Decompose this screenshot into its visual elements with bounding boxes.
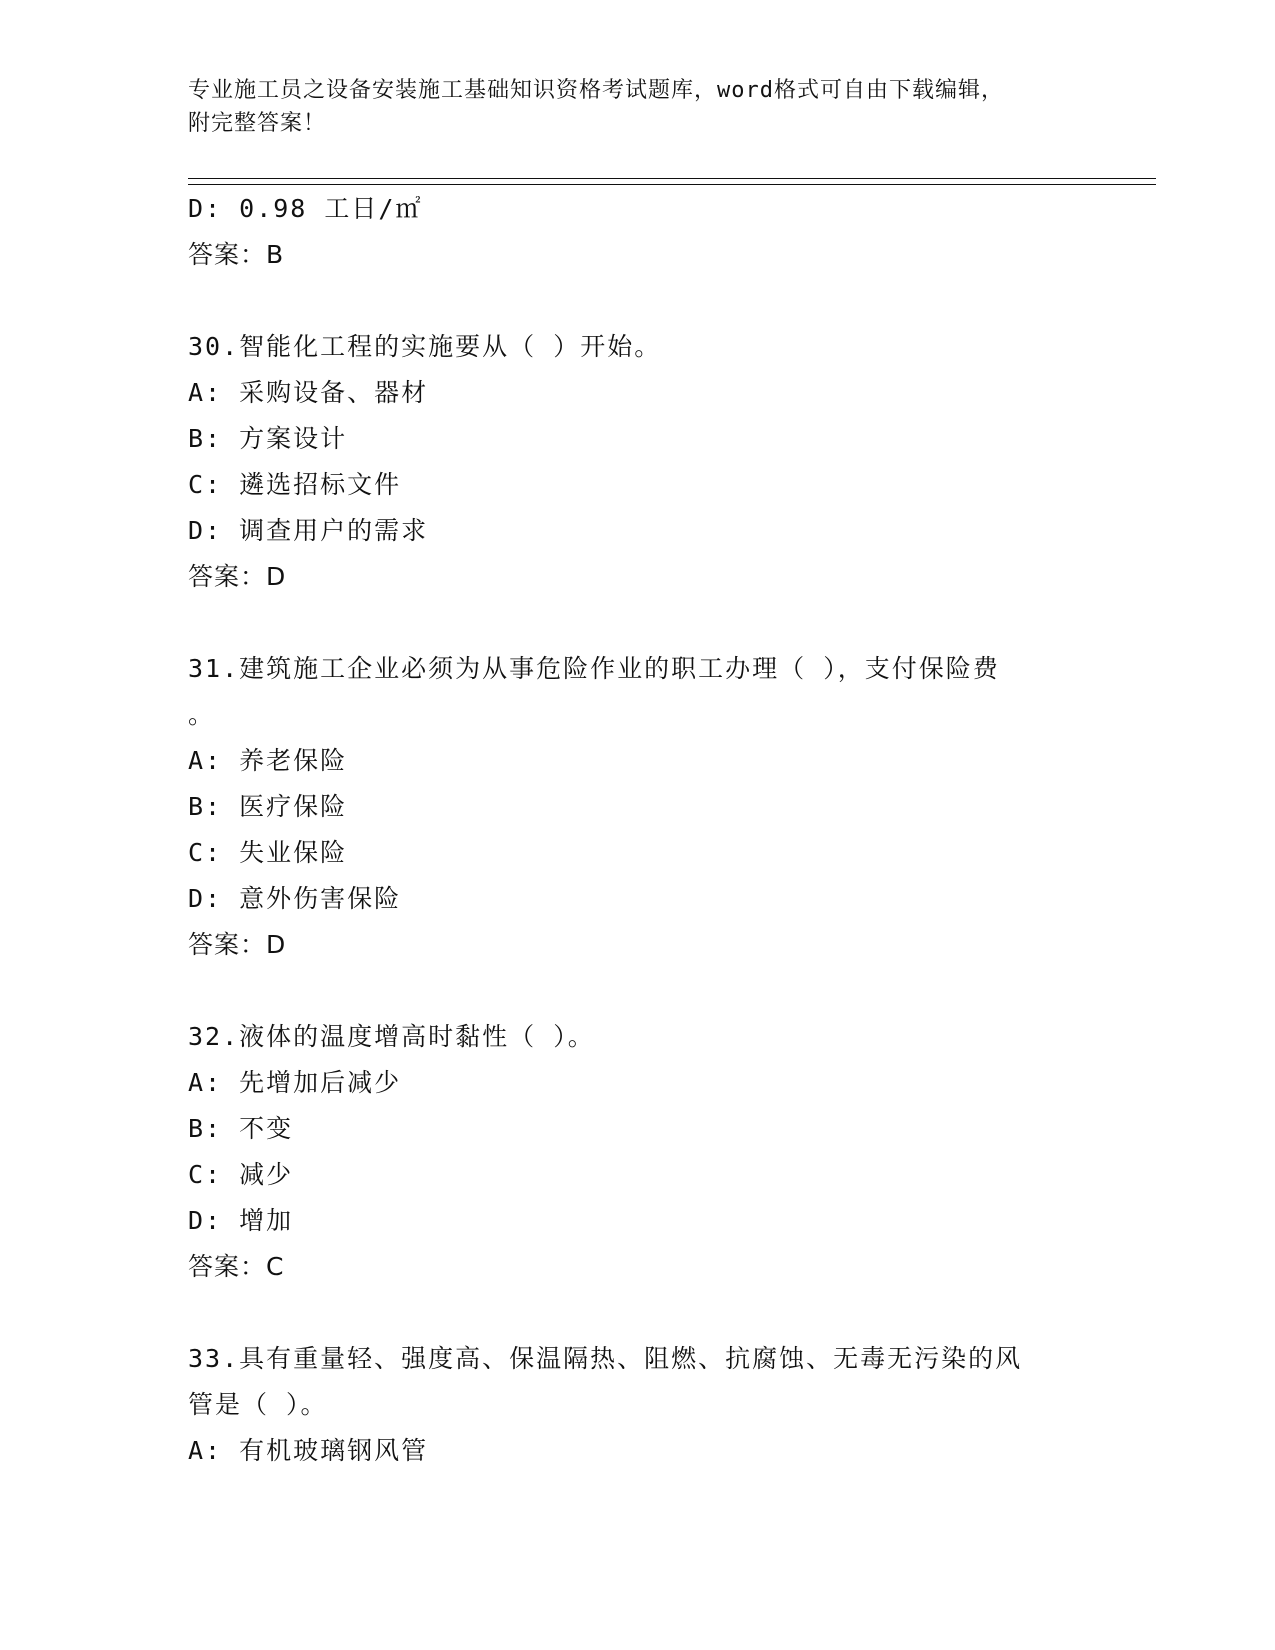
header-divider-bottom bbox=[188, 184, 1156, 185]
question-31-option-d: D: 意外伤害保险 bbox=[188, 884, 402, 913]
question-30-option-d: D: 调查用户的需求 bbox=[188, 516, 429, 545]
question-32-option-c: C: 减少 bbox=[188, 1160, 294, 1189]
question-32-option-b: B: 不变 bbox=[188, 1114, 294, 1143]
spacer bbox=[188, 1290, 1088, 1336]
question-list bbox=[188, 186, 1088, 1474]
header-line-2: 附完整答案！ bbox=[188, 111, 327, 136]
question-32-text: 32.液体的温度增高时黏性（ ）。 bbox=[188, 1022, 595, 1051]
question-33-text-line-2: 管是（ ）。 bbox=[188, 1390, 328, 1419]
question-31-text-line-1: 31.建筑施工企业必须为从事危险作业的职工办理（ ），支付保险费 bbox=[188, 654, 1000, 683]
question-30-answer: 答案：D bbox=[188, 562, 287, 591]
document-header bbox=[188, 74, 1068, 140]
question-32-option-d: D: 增加 bbox=[188, 1206, 294, 1235]
question-31-option-a: A: 养老保险 bbox=[188, 746, 348, 775]
spacer bbox=[188, 278, 1088, 324]
prev-question-answer: 答案：B bbox=[188, 240, 285, 269]
question-30-option-b: B: 方案设计 bbox=[188, 424, 348, 453]
question-32-option-a: A: 先增加后减少 bbox=[188, 1068, 402, 1097]
question-31 bbox=[188, 646, 1088, 968]
question-31-option-c: C: 失业保险 bbox=[188, 838, 348, 867]
question-30-text: 30.智能化工程的实施要从（ ）开始。 bbox=[188, 332, 662, 361]
question-31-answer: 答案：D bbox=[188, 930, 287, 959]
question-33 bbox=[188, 1336, 1088, 1474]
question-31-option-b: B: 医疗保险 bbox=[188, 792, 348, 821]
question-32 bbox=[188, 1014, 1088, 1290]
question-30-option-c: C: 遴选招标文件 bbox=[188, 470, 402, 499]
question-31-text-line-2: 。 bbox=[188, 700, 216, 729]
question-30-option-a: A: 采购设备、器材 bbox=[188, 378, 429, 407]
prev-question-option-d: D: 0.98 工日/㎡ bbox=[188, 194, 423, 223]
question-30 bbox=[188, 324, 1088, 600]
spacer bbox=[188, 968, 1088, 1014]
spacer bbox=[188, 600, 1088, 646]
question-33-option-a: A: 有机玻璃钢风管 bbox=[188, 1436, 429, 1465]
question-32-answer: 答案：C bbox=[188, 1252, 285, 1281]
header-line-1: 专业施工员之设备安装施工基础知识资格考试题库，word格式可自由下载编辑， bbox=[188, 78, 1004, 103]
header-divider-top bbox=[188, 178, 1156, 179]
question-33-text-line-1: 33.具有重量轻、强度高、保温隔热、阻燃、抗腐蚀、无毒无污染的风 bbox=[188, 1344, 1023, 1373]
